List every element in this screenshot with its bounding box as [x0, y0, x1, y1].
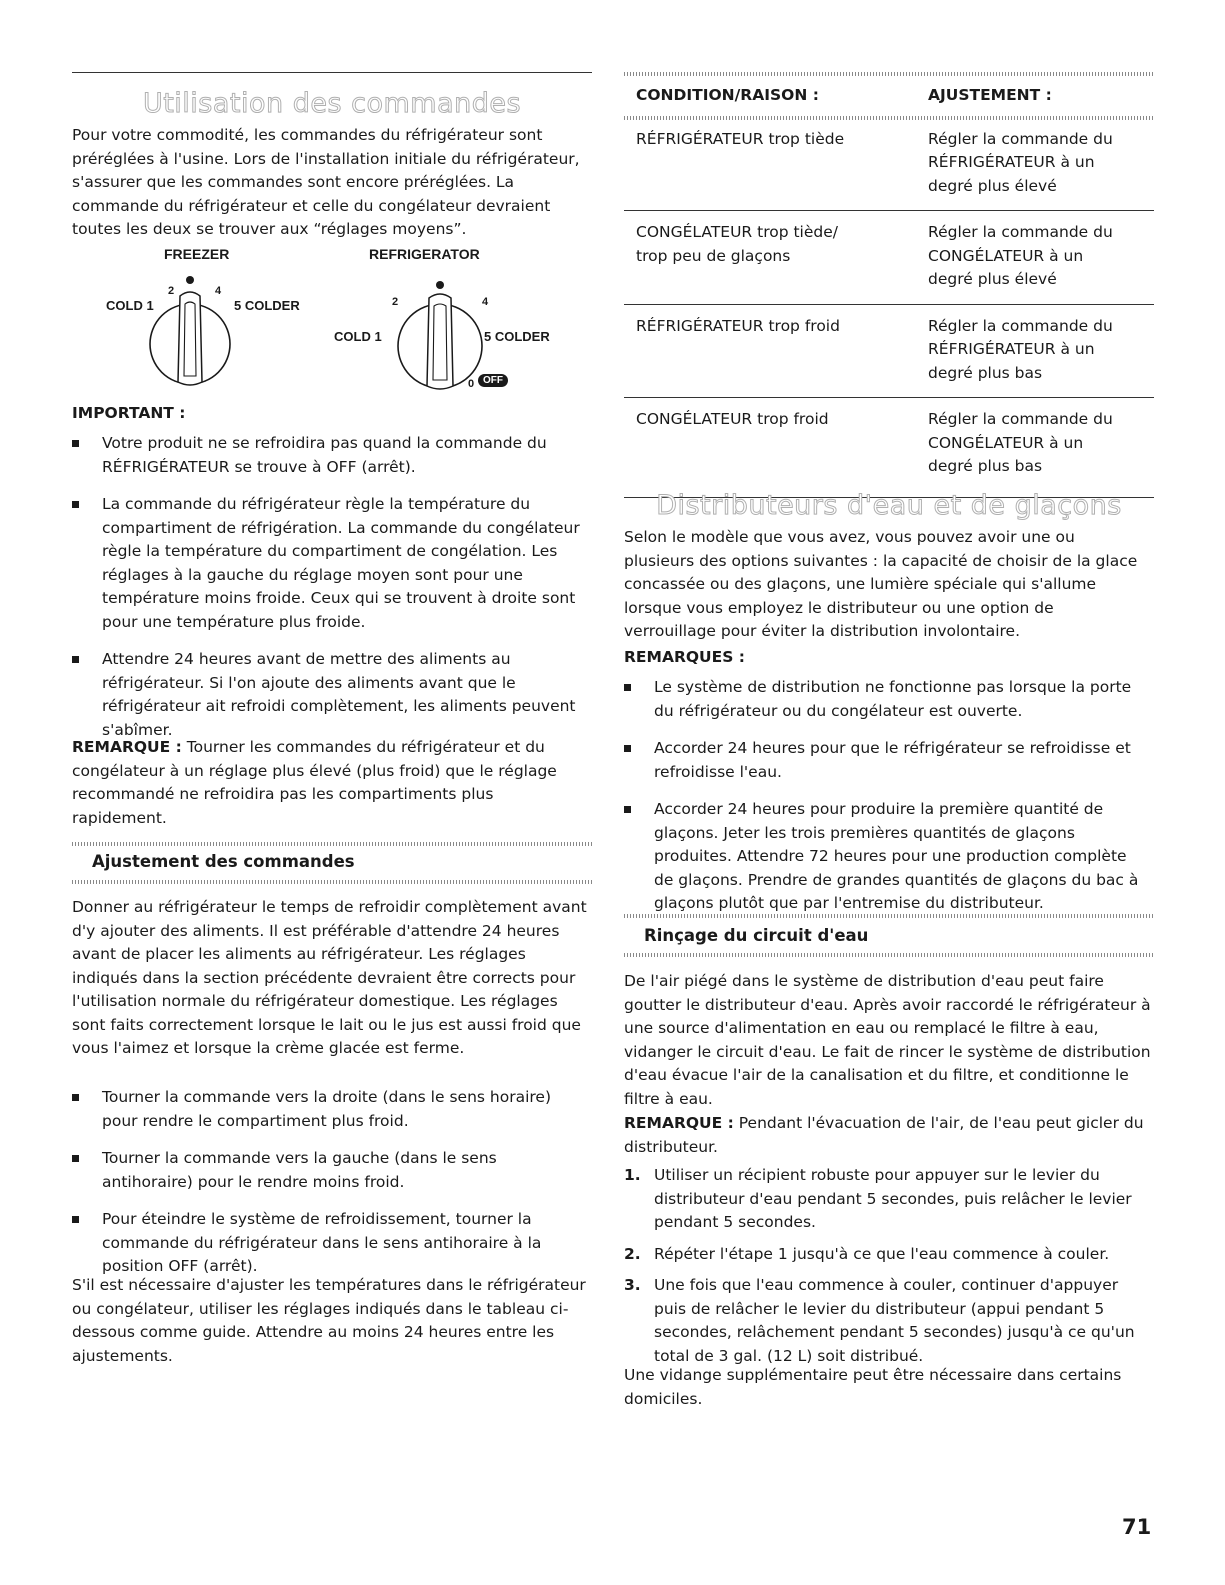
freezer-cold-label: COLD 1	[106, 298, 154, 313]
rinse-outro: Une vidange supplémentaire peut être nécessaire dans certains domiciles.	[624, 1366, 1122, 1408]
step-text: Une fois que l'eau commence à couler, continuer d'appuyer puis de relâcher le levier du distributeur (appui pendant 5 secondes, relâchement pendant 5 secondes) jusqu'à ce qu'un total de 3 gal. (12 L) soit distribué.	[654, 1276, 1135, 1365]
remarque-text: Pendant l'évacuation de l'air, de l'eau peut gicler du distributeur.	[624, 1114, 1144, 1156]
list-item	[624, 1164, 1149, 1235]
rinse-intro: De l'air piégé dans le système de distribution d'eau peut faire goutter le distributeur d'eau. Après avoir raccordé le réfrigérateur à une source d'alimentation en eau ou remplacé le filtre à eau, vidanger le circuit d'eau. Le fait de rincer le système de distribution d'eau évacue l'air de la canalisation et du filtre, et conditionne le filtre à eau.	[624, 972, 1151, 1108]
list-item: Votre produit ne se refroidira pas quand la commande du RÉFRIGÉRATEUR se trouve à OFF (arrêt).	[72, 432, 587, 479]
table-cell-condition: CONGÉLATEUR trop tiède/ trop peu de glaçons	[636, 223, 838, 265]
refrigerator-colder-label: 5 COLDER	[484, 329, 550, 344]
refrigerator-tick-0: 0	[468, 378, 475, 390]
adjust-outro: S'il est nécessaire d'ajuster les températures dans le réfrigérateur ou congélateur, utiliser les réglages indiqués dans le tableau ci-dessous comme guide. Attendre au moins 24 heures entre les ajustements.	[72, 1276, 586, 1365]
table-cell-adjustment: Régler la commande du RÉFRIGÉRATEUR à un degré plus élevé	[928, 129, 1113, 195]
adjust-intro: Donner au réfrigérateur le temps de refroidir complètement avant d'y ajouter des aliments. Il est préférable d'attendre 24 heures avant de placer les aliments au réfrigérateur. Les réglages indiqués dans la section précédente devraient être corrects pour l'utilisation normale du réfrigérateur domestique. Les réglages sont faits correctement lorsque le lait ou le jus est aussi froid que vous l'aimez et lorsque la crème glacée est ferme.	[72, 898, 587, 1057]
step-text: Utiliser un récipient robuste pour appuyer sur le levier du distributeur d'eau pendant 5 secondes, puis relâcher le levier pendant 5 secondes.	[654, 1166, 1132, 1231]
controls-intro: Pour votre commodité, les commandes du réfrigérateur sont préréglées à l'usine. Lors de l'installation initiale du réfrigérateur, s'assurer que les commandes sont encore préréglées. La commande du réfrigérateur et celle du congélateur devraient toutes les deux se trouver aux “réglages moyens”.	[72, 126, 580, 238]
rinse-remarque	[624, 1112, 1152, 1159]
freezer-tick-2: 2	[168, 285, 175, 297]
adjustment-table	[624, 82, 1154, 498]
remarques-list	[624, 676, 1149, 916]
top-rule	[72, 72, 592, 73]
list-item	[624, 1274, 1149, 1368]
list-item: Attendre 24 heures avant de mettre des aliments au réfrigérateur. Si l'on ajoute des aliments avant que le réfrigérateur ait refroidi complètement, les aliments peuvent s'abîmer.	[72, 648, 587, 742]
section-title-dispensers: Distributeurs d'eau et de glaçons	[656, 490, 1122, 521]
refrigerator-tick-4: 4	[482, 296, 489, 308]
table-cell-condition: RÉFRIGÉRATEUR trop froid	[636, 316, 840, 335]
list-item	[624, 1243, 1149, 1267]
subsection-rule-bottom	[72, 880, 592, 884]
refrigerator-cold-label: COLD 1	[334, 329, 382, 344]
list-item: Le système de distribution ne fonctionne pas lorsque la porte du réfrigérateur ou du congélateur est ouverte.	[624, 676, 1149, 723]
table-header-rule	[624, 116, 1154, 120]
dispensers-intro: Selon le modèle que vous avez, vous pouvez avoir une ou plusieurs des options suivantes : la capacité de choisir de la glace concassée ou des glaçons, une lumière spéciale qui s'allume lorsque vous employez le distributeur ou une option de verrouillage pour éviter la distribution involontaire.	[624, 528, 1138, 640]
section-title-controls: Utilisation des commandes	[142, 88, 522, 119]
list-item: Tourner la commande vers la droite (dans le sens horaire) pour rendre le compartiment plus froid.	[72, 1086, 587, 1133]
table-rule-top	[624, 72, 1154, 76]
table-cell-condition: RÉFRIGÉRATEUR trop tiède	[636, 129, 845, 148]
freezer-colder-label: 5 COLDER	[234, 298, 300, 313]
freezer-dial-knob	[144, 274, 234, 394]
freezer-dial-title: FREEZER	[164, 246, 230, 262]
step-number: 3.	[624, 1276, 641, 1294]
list-item: Tourner la commande vers la gauche (dans le sens antihoraire) pour le rendre moins froid.	[72, 1147, 587, 1194]
table-header-adjustment: AJUSTEMENT :	[928, 86, 1052, 104]
adjust-list	[72, 1086, 587, 1279]
subsection-title-adjust: Ajustement des commandes	[92, 852, 355, 871]
table-cell-adjustment: Régler la commande du CONGÉLATEUR à un degré plus bas	[928, 410, 1113, 475]
table-header-condition: CONDITION/RAISON :	[636, 86, 819, 104]
subsection-rule-bottom	[624, 953, 1154, 957]
subsection-rule-top	[624, 914, 1154, 918]
rinse-steps	[624, 1164, 1149, 1368]
subsection-rule-top	[72, 842, 592, 846]
refrigerator-dial-title: REFRIGERATOR	[369, 246, 480, 262]
list-item: Pour éteindre le système de refroidissement, tourner la commande du réfrigérateur dans le sens antihoraire à la position OFF (arrêt).	[72, 1208, 587, 1279]
remarque-label: REMARQUE :	[72, 738, 182, 756]
important-list	[72, 432, 587, 742]
refrigerator-tick-2: 2	[392, 296, 399, 308]
step-number: 2.	[624, 1244, 641, 1263]
subsection-title-rinse: Rinçage du circuit d'eau	[644, 926, 869, 945]
remarque-text: Tourner les commandes du réfrigérateur et du congélateur à un réglage plus élevé (plus froid) que le réglage recommandé ne refroidira pas les compartiments plus rapidement.	[72, 738, 557, 827]
refrigerator-off-badge: OFF	[478, 374, 508, 387]
refrigerator-dial-knob	[390, 274, 490, 402]
step-number: 1.	[624, 1166, 641, 1184]
table-cell-condition: CONGÉLATEUR trop froid	[636, 410, 829, 428]
list-item: La commande du réfrigérateur règle la température du compartiment de réfrigération. La commande du congélateur règle la température du compartiment de congélation. Les réglages à la gauche du réglage moyen sont pour une température moins froide. Ceux qui se trouvent à droite sont pour une température plus froide.	[72, 493, 587, 634]
table-row	[624, 221, 1154, 304]
table-row	[624, 315, 1154, 398]
remarques-label: REMARQUES :	[624, 648, 745, 666]
list-item: Accorder 24 heures pour produire la première quantité de glaçons. Jeter les trois premières quantités de glaçons produites. Attendre 72 heures pour une production complète de glaçons. Prendre de grandes quantités de glaçons du bac à glaçons plutôt que par l'entremise du distributeur.	[624, 798, 1149, 916]
controls-figure	[72, 244, 592, 402]
remarque-label: REMARQUE :	[624, 1114, 734, 1132]
freezer-tick-4: 4	[215, 285, 222, 297]
list-item: Accorder 24 heures pour que le réfrigérateur se refroidisse et refroidisse l'eau.	[624, 737, 1149, 784]
page-number: 71	[1122, 1515, 1152, 1539]
important-label: IMPORTANT :	[72, 404, 186, 422]
table-row	[624, 408, 1154, 497]
controls-remarque	[72, 736, 592, 830]
table-cell-adjustment: Régler la commande du RÉFRIGÉRATEUR à un degré plus bas	[928, 316, 1113, 382]
table-cell-adjustment: Régler la commande du CONGÉLATEUR à un degré plus élevé	[928, 223, 1113, 288]
step-text: Répéter l'étape 1 jusqu'à ce que l'eau commence à couler.	[654, 1244, 1110, 1263]
table-header-row	[624, 82, 1154, 114]
table-row	[624, 128, 1154, 211]
